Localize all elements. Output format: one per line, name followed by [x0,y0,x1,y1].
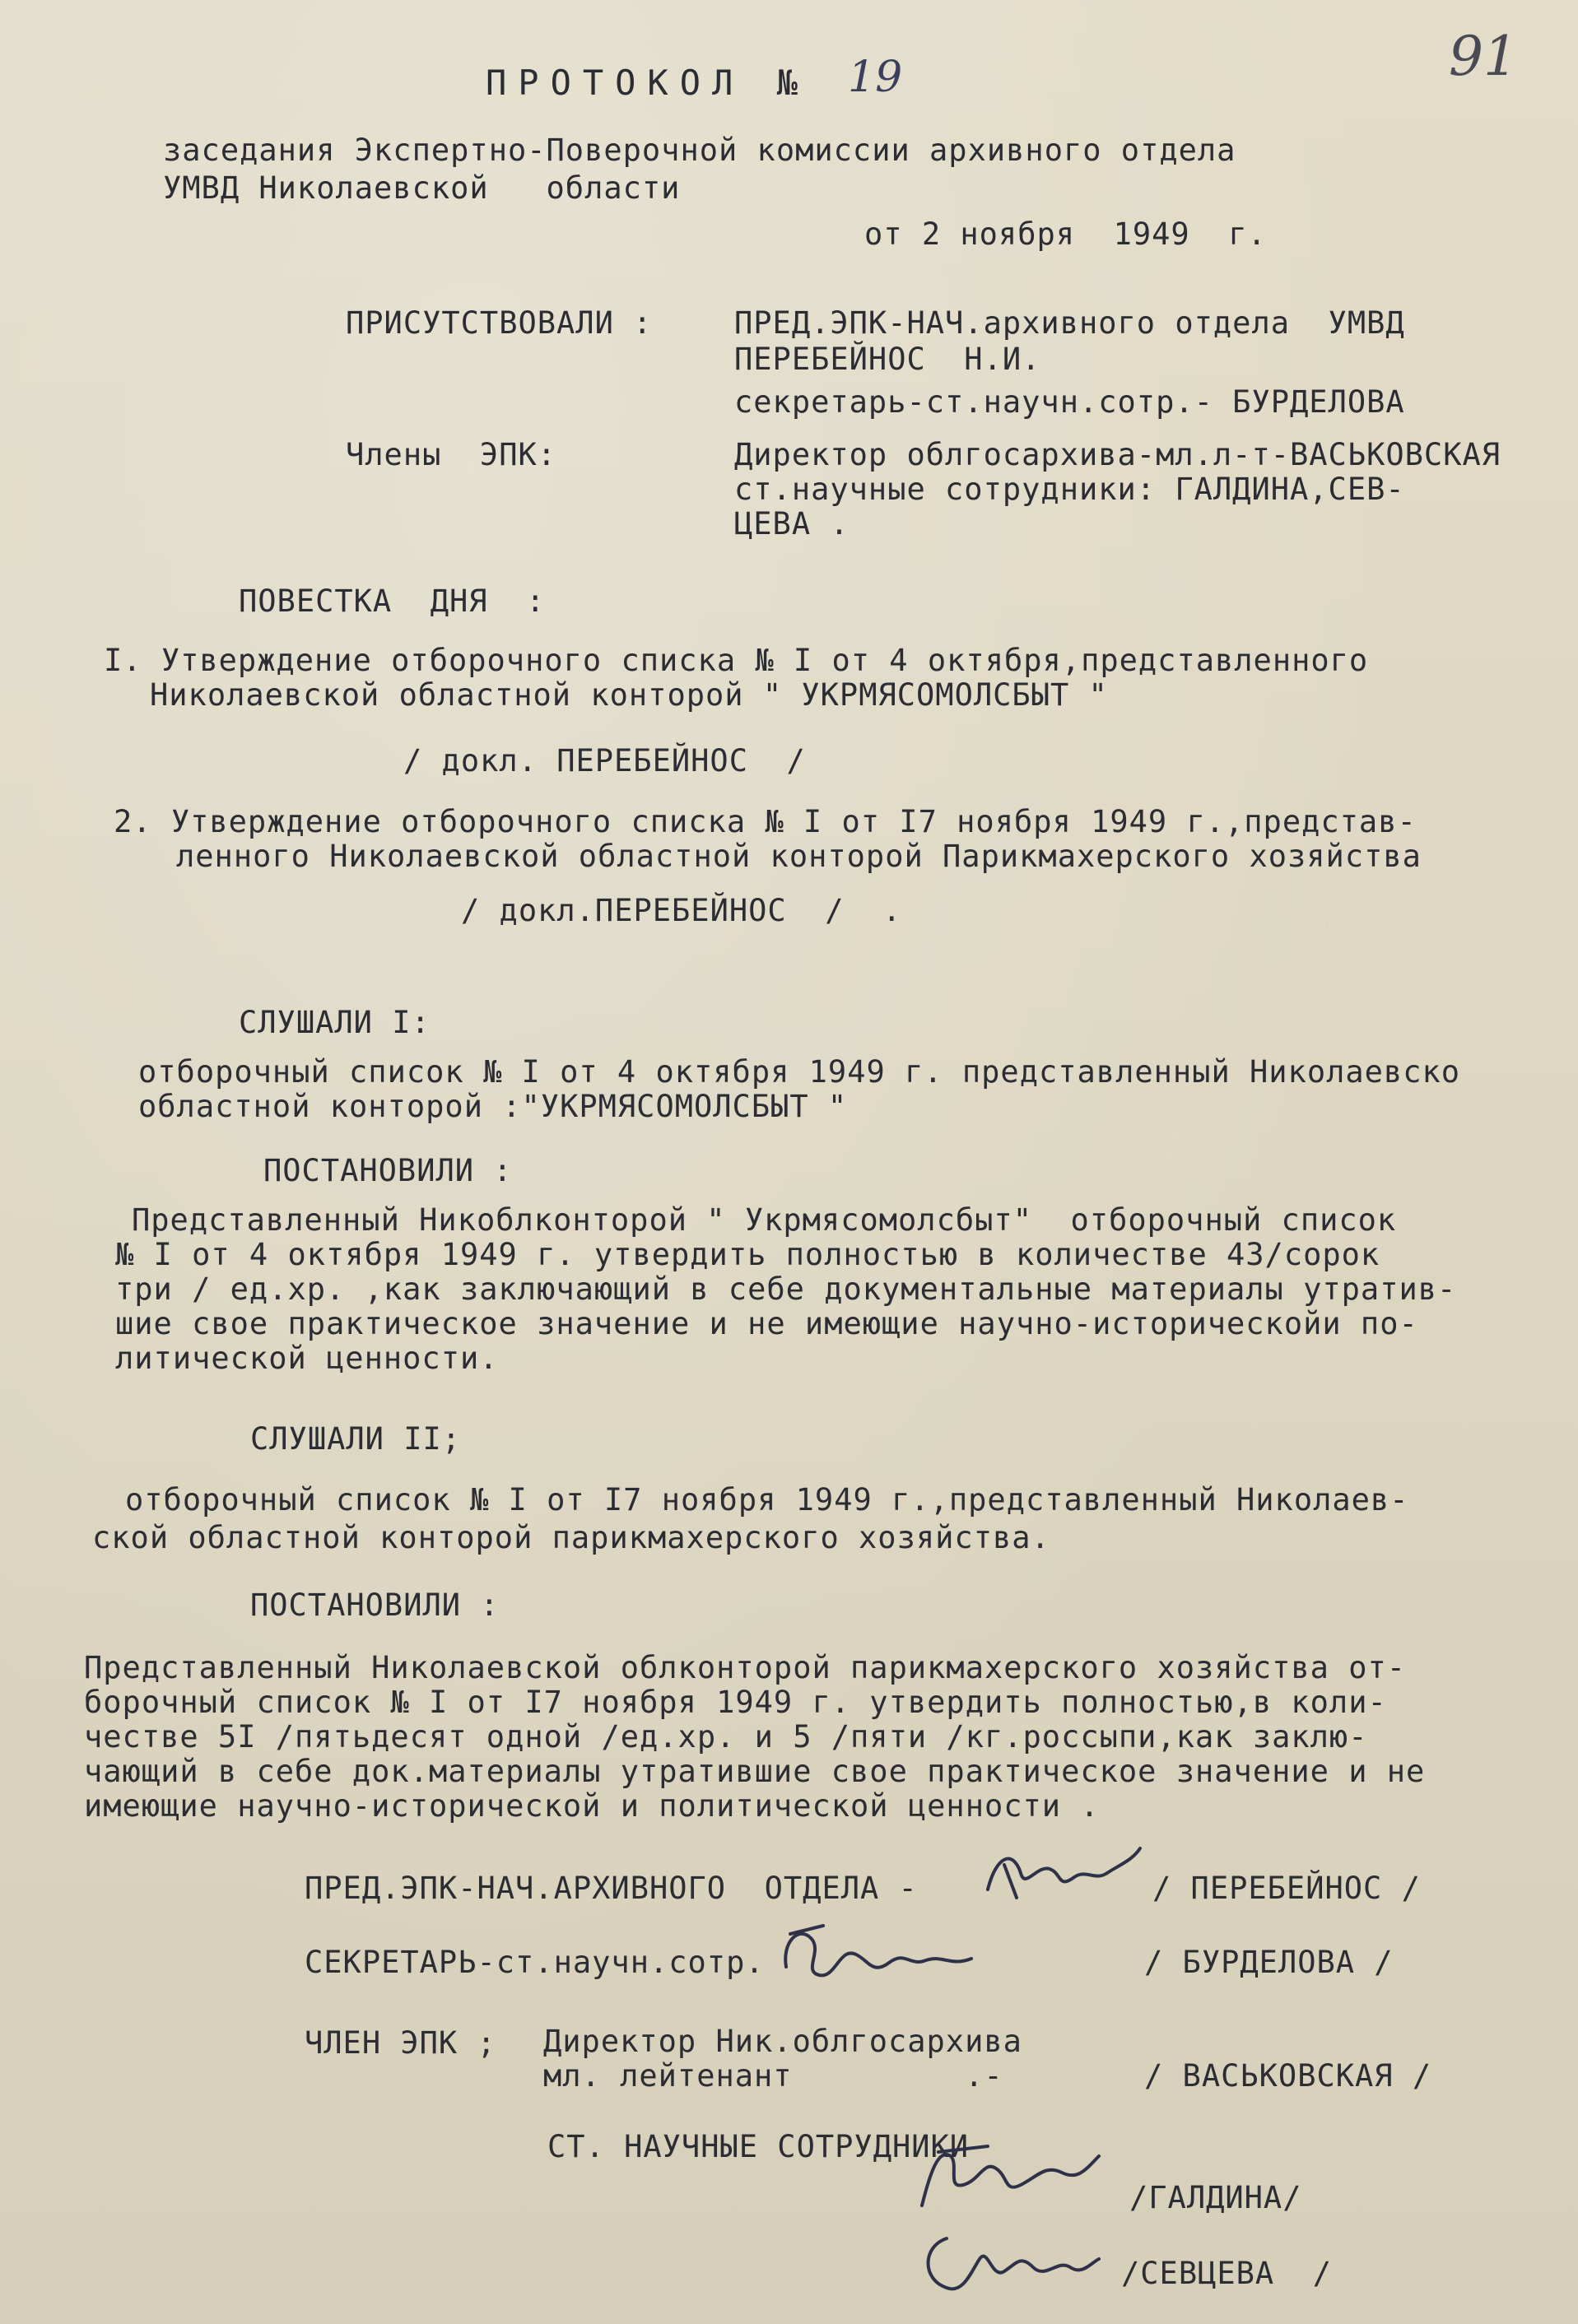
decided-1-line-1: Представленный Никоблконторой " Укрмясомолсбыт" отборочный список [132,1202,1397,1238]
protocol-title: ПРОТОКОЛ № [486,63,809,103]
agenda-item-1-line-2: Николаевской областной конторой " УКРМЯСОМОЛСБЫТ " [150,677,1108,713]
heard-2-label: СЛУШАЛИ II; [250,1421,462,1457]
secretary-line: секретарь-ст.научн.сотр.- БУРДЕЛОВА [734,384,1405,420]
chair-signature-title: ПРЕД.ЭПК-НАЧ.АРХИВНОГО ОТДЕЛА - [305,1871,918,1906]
heard-1-line-2: областной конторой :"УКРМЯСОМОЛСБЫТ " [138,1089,848,1124]
director-line-2: мл. лейтенант .- [543,2058,1003,2094]
sevtseva-signature [914,2222,1103,2304]
meeting-date: от 2 ноября 1949 г. [864,216,1267,252]
decided-2-label: ПОСТАНОВИЛИ : [250,1587,500,1623]
director-signature-name: / ВАСЬКОВСКАЯ / [1144,2058,1432,2094]
sevtseva-signature-name: /СЕВЦЕВА / [1121,2256,1333,2291]
director-line-1: Директор Ник.облгосархива [543,2024,1022,2059]
agenda-item-2-line-1: 2. Утверждение отборочного списка № I от I7 ноября 1949 г.,представ- [114,804,1417,839]
heard-2-line-2: ской областной конторой парикмахерского хозяйства. [92,1520,1050,1555]
members-label: Члены ЭПК: [346,437,557,472]
page-number: 91 [1449,25,1518,88]
decided-1-label: ПОСТАНОВИЛИ : [263,1153,513,1188]
chair-line-2: ПЕРЕБЕЙНОС Н.И. [734,342,1041,377]
researchers-label: СТ. НАУЧНЫЕ СОТРУДНИКИ [547,2129,970,2164]
members-line-2: ст.научные сотрудники: ГАЛДИНА,СЕВ- [734,472,1405,507]
agenda-item-1-report: / докл. ПЕРЕБЕЙНОС / [403,743,806,779]
galdina-signature-name: /ГАЛДИНА/ [1129,2180,1302,2215]
heard-2-line-1: отборочный список № I от I7 ноября 1949 г.,представленный Николаев- [125,1482,1409,1518]
decided-1-line-2: № I от 4 октября 1949 г. утвердить полностью в количестве 43/сорок [115,1237,1380,1272]
decided-2-line-3: честве 5I /пятьдесят одной /ед.хр. и 5 /пяти /кг.россыпи,как заклю- [84,1719,1368,1755]
secretary-signature [774,1909,1004,1992]
agenda-item-1-line-1: I. Утверждение отборочного списка № I от 4 октября,представленного [104,643,1369,678]
header-line-1: заседания Экспертно-Поверочной комиссии архивного отдела [163,132,1236,168]
protocol-number: 19 [848,53,903,102]
heard-1-label: СЛУШАЛИ I: [239,1005,431,1040]
secretary-signature-title: СЕКРЕТАРЬ-ст.научн.сотр. [305,1945,765,1980]
header-line-2: УМВД Николаевской области [163,170,681,206]
chair-signature [980,1840,1144,1914]
members-signature-label: ЧЛЕН ЭПК ; [305,2025,496,2061]
decided-2-line-4: чающий в себе док.материалы утратившие свое практическое значение и не [84,1754,1426,1789]
decided-1-line-4: шие свое практическое значение и не имеющие научно-историческойи по- [115,1306,1418,1341]
galdina-signature [914,2140,1103,2222]
decided-1-line-5: литической ценности. [115,1341,499,1376]
members-line-1: Директор облгосархива-мл.л-т-ВАСЬКОВСКАЯ [734,437,1501,472]
decided-2-line-2: борочный список № I от I7 ноября 1949 г. утвердить полностью,в коли- [84,1685,1387,1720]
chair-line-1: ПРЕД.ЭПК-НАЧ.архивного отдела УМВД [734,305,1405,341]
decided-1-line-3: три / ед.хр. ,как заключающий в себе документальные материалы утратив- [115,1271,1457,1307]
agenda-heading: ПОВЕСТКА ДНЯ : [239,583,546,619]
agenda-item-2-line-2: ленного Николаевской областной конторой Парикмахерского хозяйства [176,839,1422,874]
members-line-3: ЦЕВА . [734,506,850,541]
heard-1-line-1: отборочный список № I от 4 октября 1949 г. представленный Николаевско [138,1054,1461,1090]
chair-signature-name: / ПЕРЕБЕЙНОС / [1152,1871,1421,1906]
secretary-signature-name: / БУРДЕЛОВА / [1144,1945,1394,1980]
decided-2-line-1: Представленный Николаевской облконторой парикмахерского хозяйства от- [84,1650,1407,1685]
decided-2-line-5: имеющие научно-исторической и политической ценности . [84,1788,1100,1824]
agenda-item-2-report: / докл.ПЕРЕБЕЙНОС / . [461,893,902,928]
present-label: ПРИСУТСТВОВАЛИ : [346,305,653,341]
